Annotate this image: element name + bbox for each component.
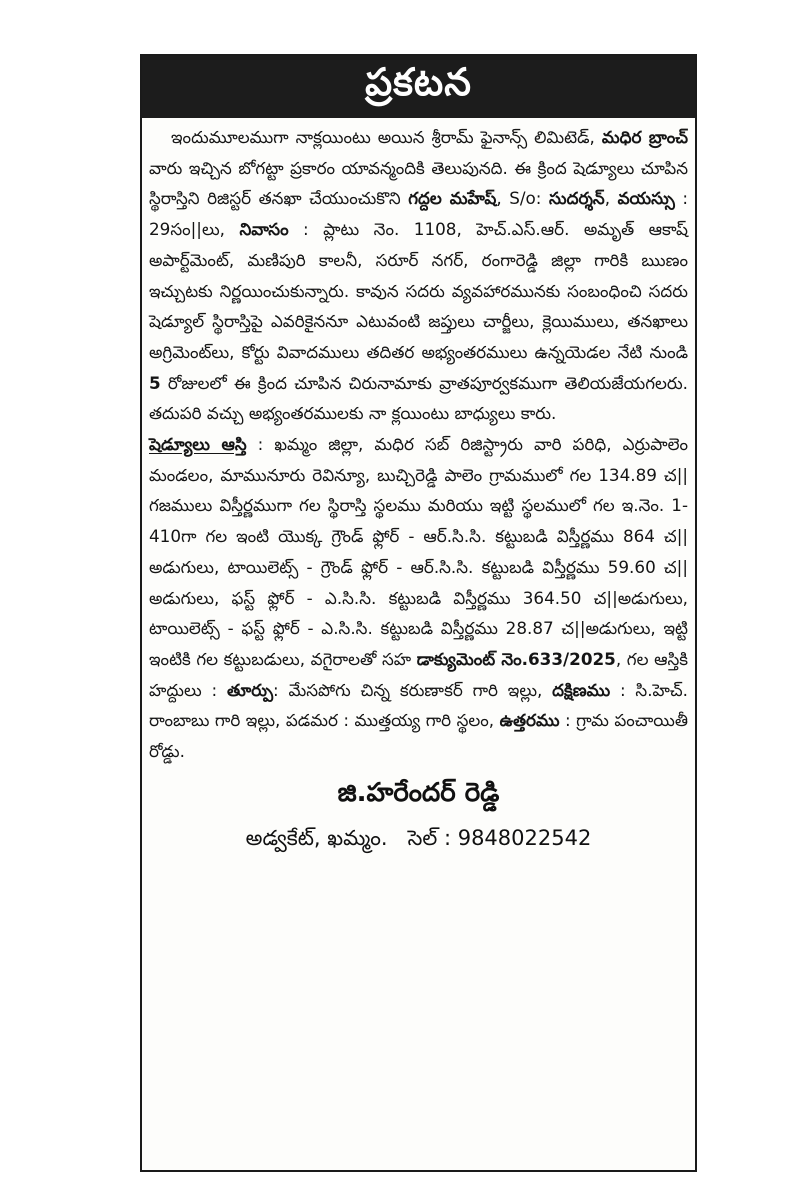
notice-paragraph	[149, 122, 688, 429]
residence-label: నివాసం	[239, 219, 289, 240]
south-label: దక్షిణము	[552, 679, 611, 700]
east-label: తూర్పు	[226, 679, 274, 700]
east-boundary: : మేసపోగు చిన్న కరుణాకర్ గారి ఇల్లు,	[273, 679, 553, 700]
branch-name: మధిర బ్రాంచ్	[601, 127, 688, 147]
borrower-name: గద్దల మహేష్	[408, 188, 497, 209]
intro-text-mid: వారు ఇచ్చిన బోగట్టా ప్రకారం యావన్మందికి తెలుపునది. ఈ క్రింద షెడ్యూలు చూపిన స్థిరాస్తిని రిజిస్టర్ తనఖా చేయుంచుకొని	[149, 157, 688, 209]
notice-body	[142, 118, 695, 767]
south-west-boundary: : సి.హెచ్. రాంబాబు గారి ఇల్లు, పడమర : ముత్తయ్య గారి స్థలం,	[149, 679, 688, 731]
document-number: డాక్యుమెంట్ నెం.633/2025	[416, 648, 616, 669]
schedule-text: : ఖమ్మం జిల్లా, మధిర సబ్ రిజిస్ట్రారు వారి పరిధి, ఎర్రుపాలెం మండలం, మామునూరు రెవిన్యూ, బుచ్చిరెడ్డి పాలెం గ్రామములో గల 134.89 చ||గజములు విస్తీర్ణముగా గల స్థిరాస్తి స్థలము మరియు ఇట్టి స్థలములో గల ఇ.నెం. 1-410గా గల ఇంటి యొక్క గ్రౌండ్ ఫ్లోర్ - ఆర్.సి.సి. కట్టుబడి విస్తీర్ణము 864 చ||అడుగులు, టాయిలెట్స్ - గ్రౌండ్ ఫ్లోర్ - ఆర్.సి.సి. కట్టుబడి విస్తీర్ణము 59.60 చ||అడుగులు, ఫస్ట్ ఫ్లోర్ - ఎ.సి.సి. కట్టుబడి విస్తీర్ణము 364.50 చ||అడుగులు, టాయిలెట్స్ - ఫస్ట్ ఫ్లోర్ - ఎ.సి.సి. కట్టుబడి విస్తీర్ణము 28.87 చ||అడుగులు, ఇట్టి ఇంటికి గల కట్టుబడులు, వగైరాలతో సహ	[149, 434, 688, 669]
notice-header	[142, 56, 695, 118]
boundaries-label: , గల ఆస్తికి హద్దులు :	[149, 648, 689, 700]
intro-text: ఇందుమూలముగా నాక్లయింటు అయిన శ్రీరామ్ ఫైనాన్స్ లిమిటెడ్,	[171, 127, 602, 147]
son-of-label: , S/o:	[496, 188, 550, 209]
cell-label: సెల్ :	[407, 825, 458, 850]
age-value: : 29సం||లు,	[149, 188, 688, 240]
signatory-name: జి.హరేందర్ రెడ్డి	[337, 777, 500, 808]
separator: ,	[604, 188, 618, 209]
father-name: సుదర్శన్	[549, 188, 605, 209]
schedule-paragraph	[149, 429, 688, 767]
cell-number: 9848022542	[457, 825, 592, 850]
legal-notice	[140, 54, 697, 1172]
schedule-label: షెడ్యూలు ఆస్తి	[149, 434, 247, 455]
intro-text-end: రోజులలో ఈ క్రింద చూపిన చిరునామాకు వ్రాతపూర్వకముగా తెలియజేయగలరు. తదుపరి వచ్చు అభ్యంతరములకు నా క్లయింటు బాధ్యులు కారు.	[149, 372, 688, 424]
north-boundary: : గ్రామ పంచాయితీ రోడ్డు.	[149, 710, 689, 762]
notice-title: ప్రకటన	[365, 60, 472, 104]
north-label: ఉత్తరము	[499, 710, 560, 731]
designation: అడ్వకేట్, ఖమ్మం.	[245, 825, 388, 850]
age-label: వయస్సు	[617, 188, 675, 209]
days-count: 5	[149, 372, 161, 393]
signatory-details	[142, 821, 695, 855]
residence-text: : ప్లాటు నెం. 1108, హెచ్.ఎస్.ఆర్. అమృత్ ఆకాష్ అపార్ట్‌మెంట్, మణిపురి కాలనీ, సరూర్ నగర్, రంగారెడ్డి జిల్లా గారికి ఋణం ఇచ్చుటకు నిర్ణయించుకున్నారు. కావున సదరు వ్యవహారమునకు సంబంధించి సదరు షెడ్యూల్ స్థిరాస్తిపై ఎవరికైననూ ఎటువంటి జప్తులు చార్జీలు, క్లెయిములు, తనఖాలు అగ్రిమెంట్‌లు, కోర్టు వివాదములు తదితర అభ్యంతరములు ఉన్నయెడల నేటి నుండి	[149, 219, 689, 362]
